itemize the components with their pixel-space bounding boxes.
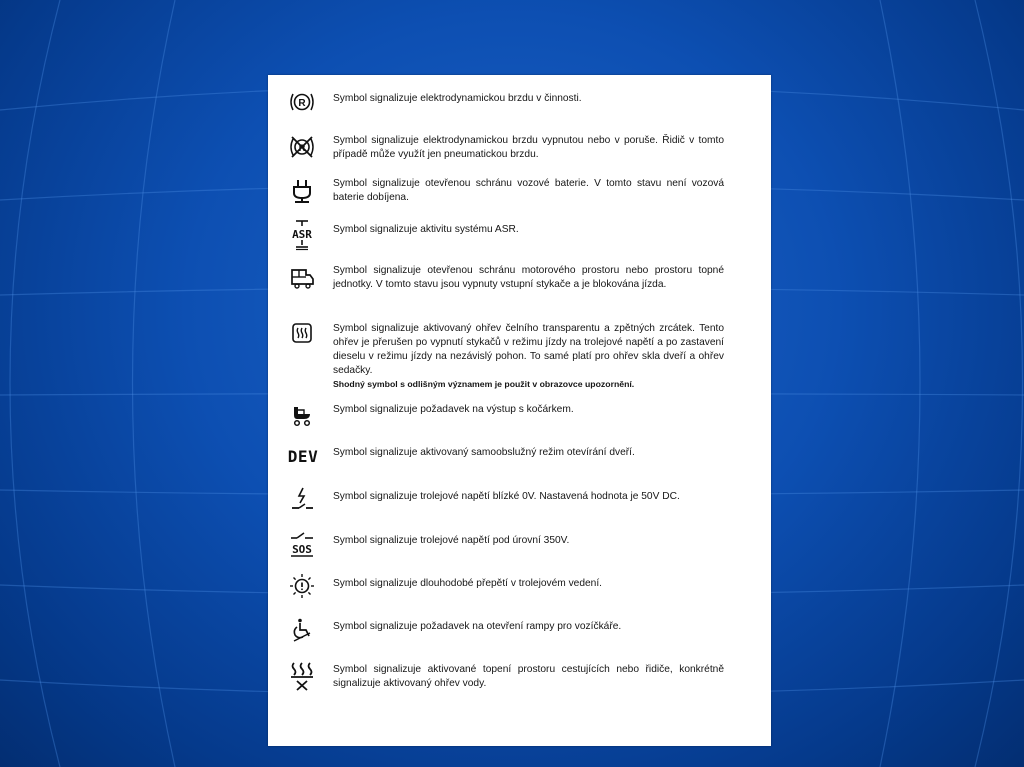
entry-text bbox=[333, 322, 724, 390]
electrodynamic-brake-icon bbox=[284, 87, 320, 117]
pram-icon bbox=[284, 399, 320, 429]
entry-text: Symbol signalizuje elektrodynamickou brzdu v činnosti. bbox=[333, 93, 582, 104]
entry-text: Symbol signalizuje požadavek na otevření rampy pro vozíčkáře. bbox=[333, 621, 622, 632]
entry-text: Symbol signalizuje trolejové napětí pod úrovní 350V. bbox=[333, 535, 570, 546]
engine-compartment-icon bbox=[284, 263, 320, 293]
svg-text:R: R bbox=[298, 98, 306, 109]
entry-text: Symbol signalizuje požadavek na výstup s kočárkem. bbox=[333, 404, 574, 415]
entry-text: Symbol signalizuje aktivitu systému ASR. bbox=[333, 224, 519, 235]
heating-icon bbox=[284, 658, 320, 694]
document-sheet bbox=[268, 75, 771, 746]
voltage-zero-icon bbox=[284, 484, 320, 514]
entry-text: Symbol signalizuje trolejové napětí blízké 0V. Nastavená hodnota je 50V DC. bbox=[333, 491, 680, 502]
brake-fault-icon bbox=[284, 132, 320, 162]
entry-note: Shodný symbol s odlišným významem je použit v obrazovce upozornění. bbox=[333, 379, 635, 389]
entry-text: Symbol signalizuje elektrodynamickou brzdu vypnutou nebo v poruše. Řidič v tomto případě může využít jen pneumatickou brzdu. bbox=[333, 135, 724, 160]
battery-plug-icon bbox=[284, 176, 320, 206]
dev-icon bbox=[284, 441, 322, 471]
entry-text: Symbol signalizuje otevřenou schránu motorového prostoru nebo prostoru topné jednotky. V tomto stavu jsou vypnuty vstupní stykače a je blokována jízda. bbox=[333, 265, 724, 290]
sos-voltage-icon bbox=[284, 528, 320, 560]
entry-text: Symbol signalizuje aktivované topení prostoru cestujících nebo řidiče, konkrétně signalizuje aktivovaný ohřev vody. bbox=[333, 664, 724, 689]
dev-icon-label: DEV bbox=[287, 446, 319, 466]
svg-text:ASR: ASR bbox=[292, 228, 312, 241]
wheelchair-ramp-icon bbox=[284, 615, 320, 645]
overvoltage-warning-icon bbox=[284, 571, 320, 601]
window-heating-icon bbox=[284, 318, 320, 348]
entry-text: Symbol signalizuje otevřenou schránu vozové baterie. V tomto stavu není vozová baterie dobíjena. bbox=[333, 178, 724, 203]
entry-text: Symbol signalizuje dlouhodobé přepětí v trolejovém vedení. bbox=[333, 578, 602, 589]
asr-icon bbox=[284, 218, 320, 252]
svg-text:SOS: SOS bbox=[292, 543, 312, 556]
entry-text: Symbol signalizuje aktivovaný samoobslužný režim otevírání dveří. bbox=[333, 447, 635, 458]
entry-text-main: Symbol signalizuje aktivovaný ohřev čelního transparentu a zpětných zrcátek. Tento ohřev je přerušen po vypnutí stykačů v režimu jízdy na trolejové napětí a po zastavení dieselu v režimu jízdy na nezávislý pohon. To samé platí pro ohřev skla dveří a ohřev sedačky. bbox=[333, 323, 724, 376]
